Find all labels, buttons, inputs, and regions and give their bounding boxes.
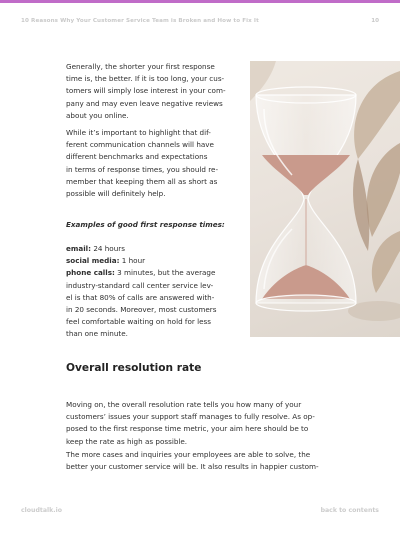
text-line: tomers will simply lose interest in your com- — [66, 86, 226, 96]
list-item-value: 3 minutes, but the average — [114, 268, 216, 278]
text-line: about you online. — [66, 110, 129, 120]
text-line: posed to the first response time metric, your aim here should be to — [66, 424, 309, 434]
text-line: el is that 80% of calls are answered with- — [66, 292, 215, 302]
text-line: in 20 seconds. Moreover, most customers — [66, 305, 217, 315]
list-item-social-media — [66, 255, 243, 267]
list-item-phone-calls — [66, 267, 243, 279]
paragraph-resolution-rate — [66, 399, 386, 448]
list-item-label: phone calls: — [66, 268, 115, 278]
text-line: The more cases and inquiries your employees are able to solve, the — [66, 450, 311, 459]
text-line: pany and may even leave negative reviews — [66, 98, 223, 108]
section-title: Overall resolution rate — [66, 362, 202, 374]
paragraph-first-response — [66, 61, 243, 122]
text-line: time is, the better. If it is too long, your cus- — [66, 74, 225, 84]
list-item-label: social media: — [66, 256, 120, 266]
text-line: member that keeping them all as short as — [66, 176, 218, 186]
list-item-email — [66, 243, 243, 255]
hourglass-photo — [250, 61, 400, 337]
examples-list — [66, 243, 243, 341]
list-item-value: 1 hour — [119, 256, 146, 266]
paragraph-more-cases — [66, 449, 386, 473]
text-line: ferent communication channels will have — [66, 140, 214, 150]
text-line: industry-standard call center service lev- — [66, 280, 214, 290]
text-line: possible will definitely help. — [66, 189, 166, 199]
list-item-label: email: — [66, 244, 92, 253]
text-line: While it’s important to highlight that dif- — [66, 128, 211, 137]
running-header-title: 10 Reasons Why Your Customer Service Team is Broken and How to Fix It — [21, 18, 259, 24]
back-to-contents-link[interactable]: back to contents — [320, 507, 379, 514]
examples-subheading: Examples of good first response times: — [66, 220, 225, 229]
text-line: Generally, the shorter your first response — [66, 62, 215, 71]
footer-brand-link[interactable]: cloudtalk.io — [21, 507, 62, 514]
top-accent-rule — [0, 0, 400, 3]
text-line: in terms of response times, you should re- — [66, 164, 219, 174]
text-line: different benchmarks and expectations — [66, 152, 208, 162]
text-line: keep the rate as high as possible. — [66, 436, 188, 446]
text-line: Moving on, the overall resolution rate tells you how many of your — [66, 400, 302, 409]
hourglass-illustration — [250, 61, 400, 337]
text-line: than one minute. — [66, 329, 128, 339]
text-line: better your customer service will be. It also results in happier custom- — [66, 462, 319, 472]
paragraph-channels — [66, 127, 243, 200]
list-item-value: 24 hours — [91, 244, 125, 253]
text-line: feel comfortable waiting on hold for less — [66, 317, 211, 327]
page-number: 10 — [371, 18, 379, 24]
text-line: customers’ issues your support staff manages to fully resolve. As op- — [66, 412, 315, 422]
